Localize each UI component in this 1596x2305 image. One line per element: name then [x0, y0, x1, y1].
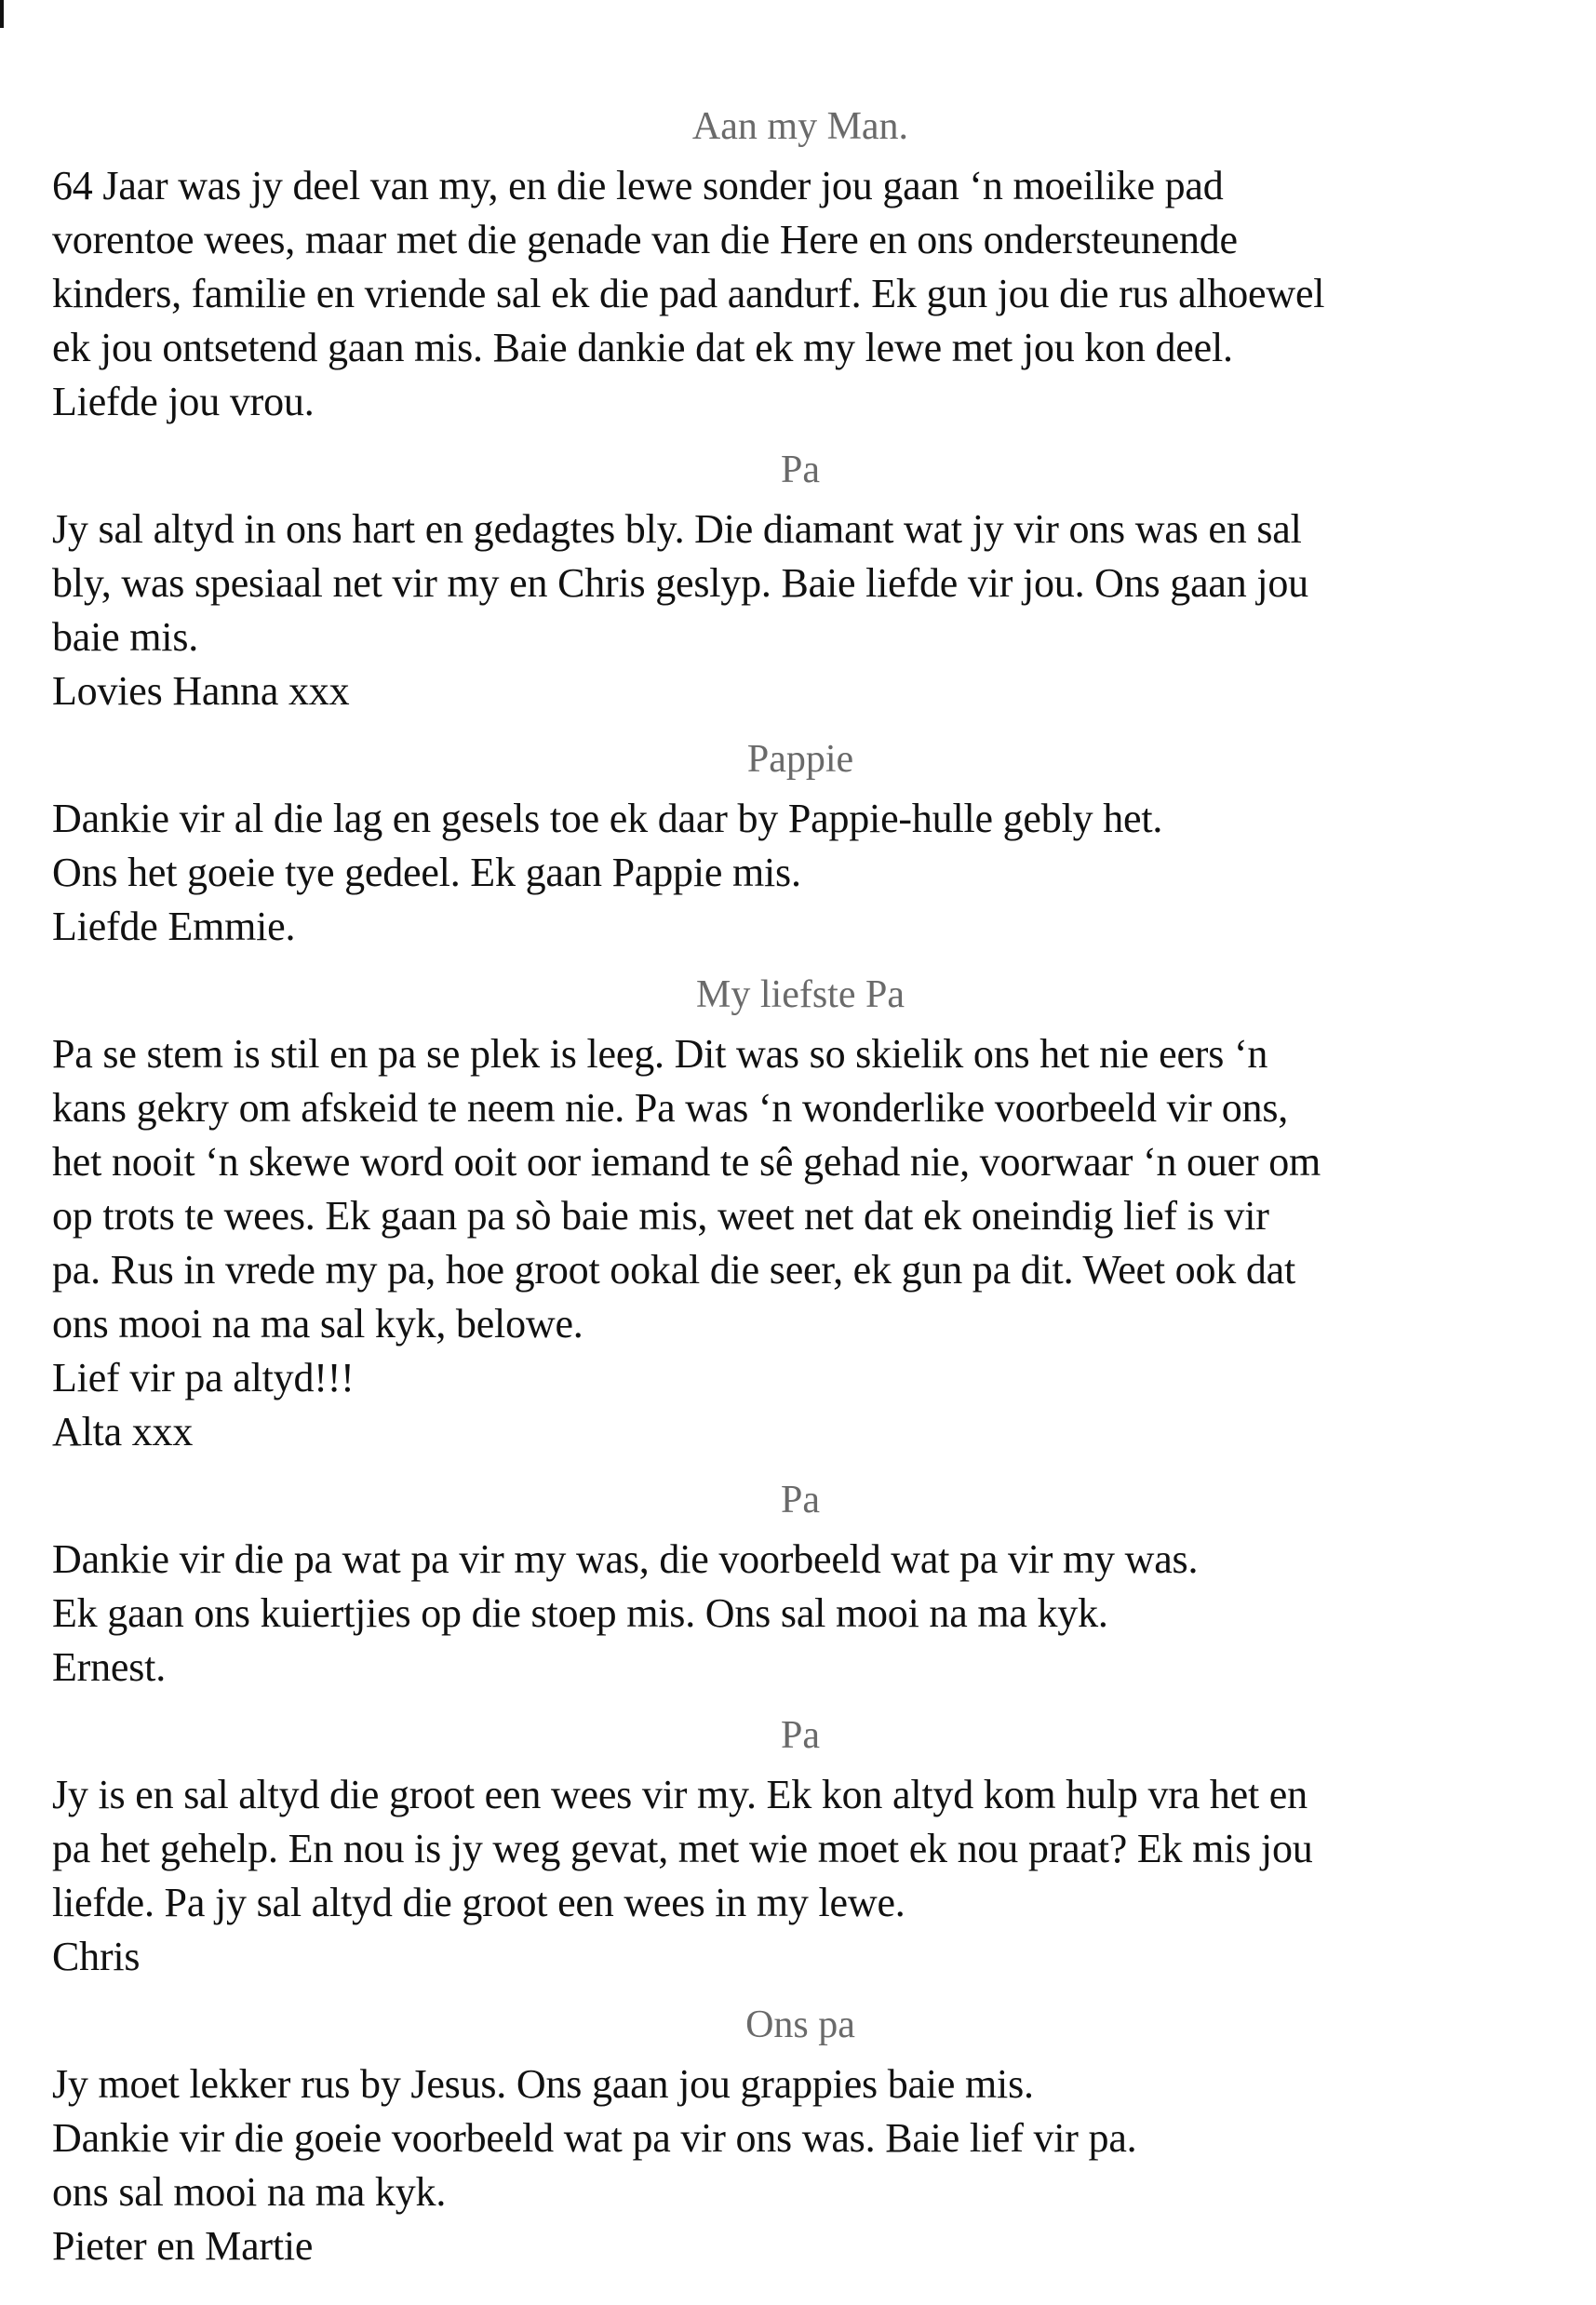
text-line: Jy is en sal altyd die groot een wees vir my. Ek kon altyd kom hulp vra het en	[52, 1772, 1308, 1817]
text-line: Ek gaan ons kuiertjies op die stoep mis. Ons sal mooi na ma kyk.	[52, 1590, 1108, 1636]
text-line: Dankie vir die goeie voorbeeld wat pa vir ons was. Baie lief vir pa.	[52, 2115, 1137, 2161]
text-line: bly, was spesiaal net vir my en Chris geslyp. Baie liefde vir jou. Ons gaan jou	[52, 560, 1308, 606]
tribute-heading: Pa	[781, 1714, 820, 1757]
text-line: Ons het goeie tye gedeel. Ek gaan Pappie mis.	[52, 850, 801, 895]
text-line: kinders, familie en vriende sal ek die pad aandurf. Ek gun jou die rus alhoewel	[52, 271, 1325, 316]
text-line: Pa se stem is stil en pa se plek is leeg. Dit was so skielik ons het nie eers ‘n	[52, 1031, 1268, 1077]
tribute-text	[52, 503, 1541, 718]
text-line: Chris	[52, 1934, 141, 1979]
text-line: het nooit ‘n skewe word ooit oor iemand te sê gehad nie, voorwaar ‘n ouer om	[52, 1139, 1321, 1185]
tribute-text	[52, 2057, 1541, 2273]
text-line: Jy moet lekker rus by Jesus. Ons gaan jou grappies baie mis.	[52, 2061, 1034, 2107]
text-line: liefde. Pa jy sal altyd die groot een wees in my lewe.	[52, 1880, 905, 1925]
tribute-entry	[52, 1999, 1541, 2273]
text-line: Lovies Hanna xxx	[52, 668, 350, 714]
tribute-heading: Aan my Man.	[691, 105, 909, 148]
text-line: ons mooi na ma sal kyk, belowe.	[52, 1301, 583, 1347]
tribute-heading: Pa	[781, 1479, 820, 1521]
tribute-heading: Pappie	[746, 738, 854, 781]
text-line: Lief vir pa altyd!!!	[52, 1355, 355, 1400]
text-line: Liefde Emmie.	[52, 904, 296, 949]
tribute-text	[52, 792, 1541, 954]
text-line: Liefde jou vrou.	[52, 379, 315, 424]
text-line: Dankie vir die pa wat pa vir my was, die voorbeeld wat pa vir my was.	[52, 1536, 1199, 1582]
text-line: pa het gehelp. En nou is jy weg gevat, met wie moet ek nou praat? Ek mis jou	[52, 1826, 1313, 1871]
text-line: Jy sal altyd in ons hart en gedagtes bly. Die diamant wat jy vir ons was en sal	[52, 506, 1302, 552]
tribute-entry	[52, 1474, 1541, 1695]
tribute-entry	[52, 1709, 1541, 1984]
tribute-text	[52, 1533, 1541, 1695]
tribute-entry	[52, 969, 1541, 1459]
tribute-entry	[52, 101, 1541, 429]
tribute-list	[52, 101, 1541, 2273]
text-line: kans gekry om afskeid te neem nie. Pa was ‘n wonderlike voorbeeld vir ons,	[52, 1085, 1289, 1131]
tribute-heading: Pa	[781, 449, 820, 491]
tribute-text	[52, 159, 1541, 429]
text-line: ons sal mooi na ma kyk.	[52, 2169, 447, 2215]
text-line: vorentoe wees, maar met die genade van die Here en ons ondersteunende	[52, 217, 1238, 262]
tribute-text	[52, 1768, 1541, 1984]
text-line: Alta xxx	[52, 1409, 194, 1454]
text-line: Pieter en Martie	[52, 2223, 314, 2269]
text-line: pa. Rus in vrede my pa, hoe groot ookal die seer, ek gun pa dit. Weet ook dat	[52, 1247, 1296, 1293]
text-line: ek jou ontsetend gaan mis. Baie dankie dat ek my lewe met jou kon deel.	[52, 325, 1233, 370]
scan-edge-mark	[0, 0, 4, 28]
tribute-entry	[52, 733, 1541, 954]
text-line: Ernest.	[52, 1644, 167, 1690]
tribute-entry	[52, 444, 1541, 718]
text-line: op trots te wees. Ek gaan pa sò baie mis, weet net dat ek oneindig lief is vir	[52, 1193, 1269, 1239]
text-line: 64 Jaar was jy deel van my, en die lewe sonder jou gaan ‘n moeilike pad	[52, 163, 1224, 208]
tribute-heading: My liefste Pa	[696, 973, 905, 1016]
tribute-text	[52, 1027, 1541, 1459]
tribute-heading: Ons pa	[745, 2003, 855, 2046]
text-line: baie mis.	[52, 614, 199, 660]
text-line: Dankie vir al die lag en gesels toe ek daar by Pappie-hulle gebly het.	[52, 796, 1163, 841]
